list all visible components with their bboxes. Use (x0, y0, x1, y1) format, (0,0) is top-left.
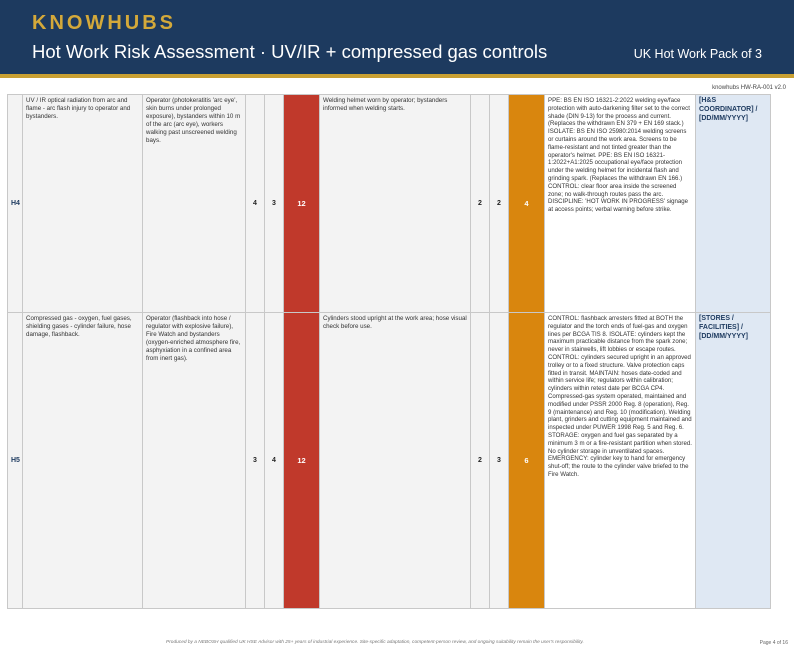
hazard-id: H4 (8, 95, 23, 313)
severity-score: 3 (265, 95, 284, 313)
residual-likelihood: 2 (471, 313, 490, 609)
brand-logo-text: KNOWHUBS (32, 12, 176, 34)
table-row (8, 313, 771, 609)
likelihood-score: 3 (246, 313, 265, 609)
hazard-id: H5 (8, 313, 23, 609)
existing-controls: Cylinders stood upright at the work area; hose visual check before use. (320, 313, 471, 609)
residual-risk-rating: 6 (509, 313, 545, 609)
risk-assessment-table (7, 94, 771, 609)
additional-controls: CONTROL: flashback arresters fitted at BOTH the regulator and the torch ends of fuel-gas and oxygen lines per BCGA TIS 8. ISOLATE: cylinders kept the maximum practicable distance from the spark zone; never in stairwells, lift lobbies or escape routes. CONTROL: cylinders secured upright in an approved trolley or to a fixed structure. Valve protection caps fitted in transit. MAINTAIN: hoses date-coded and within service life; regulators within calibration; cylinders within retest date per BCGA CP4. Compressed-gas system operated, maintained and modified under PSSR 2000 Reg. 8 (operation), Reg. 9 (maintenance) and Reg. 10 (modification). Welding plant, grinders and cutting equipment maintained and inspected under PUWER 1998 Reg. 5 and Reg. 6. STORAGE: oxygen and fuel gas separated by a minimum 3 m or a fire-resistant partition when stored. No cylinder storage in unventilated spaces. EMERGENCY: cylinder key to hand for emergency shut-off; the route to the cylinder valve briefed to the Fire Watch. (545, 313, 696, 609)
footer-disclaimer: Produced by a NEBOSH qualified UK HSE Advisor with 25+ years of industrial experience. Site-specific adaptation, competent-person review, and ongoing suitability remain the user's responsibility. (166, 640, 584, 645)
residual-risk-rating: 4 (509, 95, 545, 313)
initial-risk-rating: 12 (284, 95, 320, 313)
hazard-description: Compressed gas - oxygen, fuel gases, shielding gases - cylinder failure, hose damage, flashback. (23, 313, 143, 609)
persons-at-risk: Operator (photokeratitis 'arc eye', skin burns under prolonged exposure), bystanders within 10 m of the arc (arc eye), workers walking past unscreened welding bays. (143, 95, 246, 313)
additional-controls: PPE: BS EN ISO 16321-2:2022 welding eye/face protection with auto-darkening filter set to the correct shade (DIN 9-13) for the process and current. (Replaces the withdrawn EN 379 + EN 169 stack.) ISOLATE: BS EN ISO 25980:2014 welding screens or curtains around the work area. Screens to be flame-resistant and not tinted greater than the operator's helmet. PPE: BS EN ISO 16321-1:2022+A1:2025 occupational eye/face protection under the welding helmet for incidental flash and grinding spark. (Replaces the withdrawn EN 166.) CONTROL: clear floor area inside the screened zone; no walk-through routes pass the arc. DISCIPLINE: 'HOT WORK IN PROGRESS' signage at access points; verbal warning before strike. (545, 95, 696, 313)
residual-severity: 2 (490, 95, 509, 313)
page-number: Page 4 of 16 (759, 640, 788, 646)
residual-severity: 3 (490, 313, 509, 609)
action-owner: [STORES / FACILITIES] / [DD/MM/YYYY] (696, 313, 771, 609)
persons-at-risk: Operator (flashback into hose / regulator with explosive failure), Fire Watch and bystanders (oxygen-enriched atmosphere fire, asphyxiation in a confined area from inert gas). (143, 313, 246, 609)
hazard-description: UV / IR optical radiation from arc and flame - arc flash injury to operator and bystanders. (23, 95, 143, 313)
page-title: Hot Work Risk Assessment · UV/IR + compressed gas controls (32, 41, 548, 62)
residual-likelihood: 2 (471, 95, 490, 313)
initial-risk-rating: 12 (284, 313, 320, 609)
header-divider (0, 74, 794, 78)
action-owner: [H&S COORDINATOR] / [DD/MM/YYYY] (696, 95, 771, 313)
table-row (8, 95, 771, 313)
document-reference: knowhubs HW-RA-001 v2.0 (712, 85, 786, 91)
likelihood-score: 4 (246, 95, 265, 313)
pack-label: UK Hot Work Pack of 3 (633, 47, 762, 61)
severity-score: 4 (265, 313, 284, 609)
existing-controls: Welding helmet worn by operator; bystanders informed when welding starts. (320, 95, 471, 313)
